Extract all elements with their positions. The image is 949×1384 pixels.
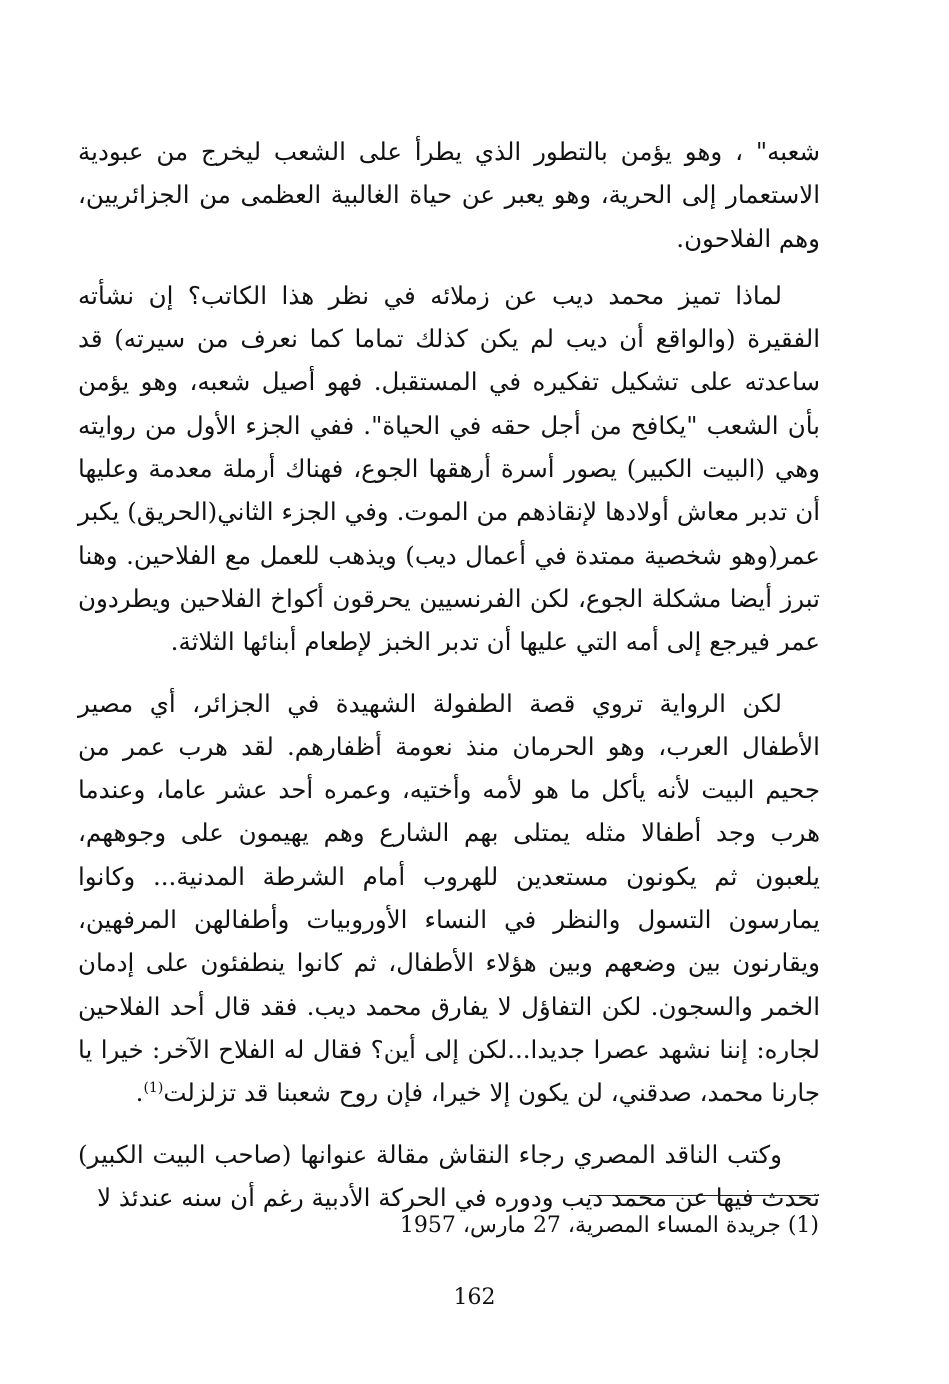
- paragraph-2: لماذا تميز محمد ديب عن زملائه في نظر هذا الكاتب؟ إن نشأته الفقيرة (والواقع أن ديب لم يكن كذلك تماما كما نعرف من سيرته) قد ساعدته على تشكيل تفكيره في المستقبل. فهو أصيل شعبه، وهو يؤمن بأن الشعب "يكافح من أجل حقه في الحياة". ففي الجزء الأول من روايته وهي (البيت الكبير) يصور أسرة أرهقها الجوع، فهناك أرملة معدمة وعليها أن تدبر معاش أولادها لإنقاذهم من الموت. وفي الجزء الثاني(الحريق) يكبر عمر(وهو شخصية ممتدة في أعمال ديب) ويذهب للعمل مع الفلاحين. وهنا تبرز أيضا مشكلة الجوع، لكن الفرنسيين يحرقون أكواخ الفلاحين ويطردون عمر فيرجع إلى أمه التي عليها أن تدبر الخبز لإطعام أبنائها الثلاثة.: [78, 280, 820, 657]
- footnote-reference: (1): [143, 1080, 164, 1097]
- paragraph-gap: [78, 260, 820, 274]
- paragraph-gap: [78, 1115, 820, 1133]
- footnote: (1) جريدة المساء المصرية، 27 مارس، 1957: [399, 1213, 819, 1238]
- paragraph-gap: [78, 664, 820, 682]
- paragraph-4: وكتب الناقد المصري رجاء النقاش مقالة عنوانها (صاحب البيت الكبير) تحدث فيها عن محمد ديب ودوره في الحركة الأدبية رغم أن سنه عندئذ لا: [78, 1139, 820, 1212]
- page-body: [78, 130, 820, 1219]
- page-number: 162: [453, 1285, 496, 1310]
- paragraph-3-tail: .: [135, 1078, 144, 1108]
- paragraph-1: شعبه" ، وهو يؤمن بالتطور الذي يطرأ على الشعب ليخرج من عبودية الاستعمار إلى الحرية، وهو يعبر عن حياة الغالبية العظمى من الجزائريين، وهم الفلاحون.: [78, 137, 820, 253]
- paragraph-3: [78, 682, 820, 1115]
- paragraph-3-text: لكن الرواية تروي قصة الطفولة الشهيدة في الجزائر، أي مصير الأطفال العرب، وهو الحرمان منذ نعومة أظفارهم. لقد هرب عمر من جحيم البيت لأنه يأكل ما هو لأمه وأختيه، وعمره أحد عشر عاما، وعندما هرب وجد أطفالا مثله يمتلى بهم الشارع وهم يهيمون على وجوههم، يلعبون ثم يكونون مستعدين للهروب أمام الشرطة المدنية... وكانوا يمارسون التسول والنظر في النساء الأوروبيات وأطفالهن المرفهين، ويقارنون بين وضعهم وبين هؤلاء الأطفال، ثم كانوا ينطفئون على إدمان الخمر والسجون. لكن التفاؤل لا يفارق محمد ديب. فقد قال أحد الفلاحين لجاره: إننا نشهد عصرا جديدا...لكن إلى أين؟ فقال له الفلاح الآخر: خيرا يا جارنا محمد، صدقني، لن يكون إلا خيرا، فإن روح شعبنا قد تزلزلت: [78, 688, 820, 1108]
- footnote-divider: [589, 1195, 819, 1196]
